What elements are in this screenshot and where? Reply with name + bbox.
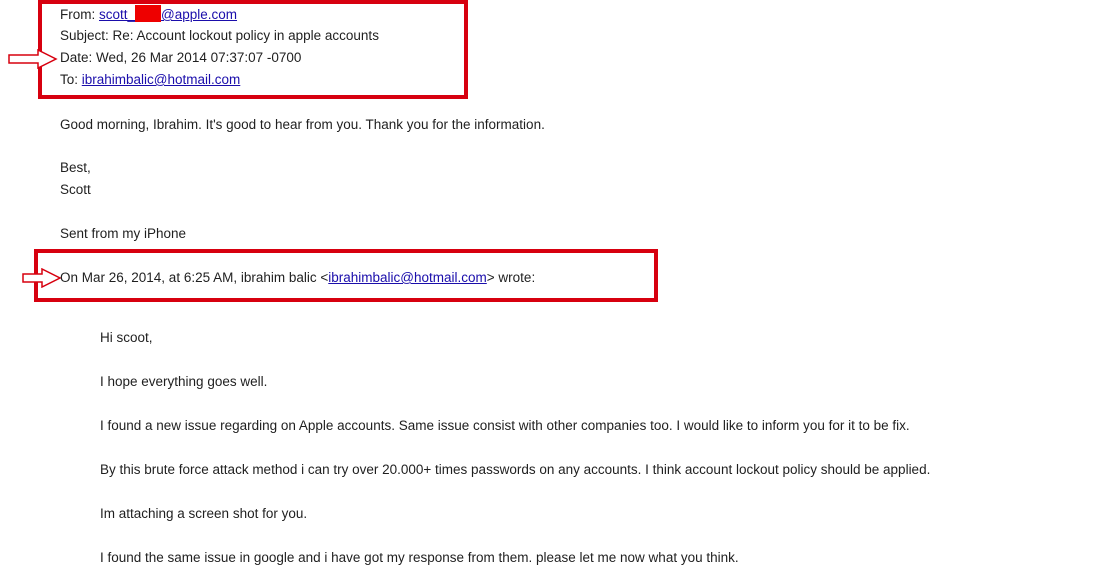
arrow-right-icon: [8, 49, 58, 69]
quoted-paragraph: I found a new issue regarding on Apple accounts. Same issue consist with other companies too. I would like to inform you for it to be fix.: [100, 418, 910, 433]
from-email-suffix: @apple.com: [161, 7, 238, 22]
reply-greeting: Good morning, Ibrahim. It's good to hear from you. Thank you for the information.: [60, 117, 545, 132]
quoted-greeting: Hi scoot,: [100, 330, 153, 345]
to-label: To:: [60, 72, 82, 87]
reply-name: Scott: [60, 182, 91, 197]
quote-header-suffix: > wrote:: [486, 270, 536, 285]
quote-header-email-link[interactable]: ibrahimbalic@hotmail.com: [328, 270, 487, 285]
to-email-link[interactable]: ibrahimbalic@hotmail.com: [81, 72, 241, 87]
quote-header-line: [60, 269, 535, 287]
arrow-right-icon: [22, 268, 62, 288]
quoted-paragraph: I hope everything goes well.: [100, 374, 268, 389]
redaction-block: [135, 5, 161, 22]
from-email-link[interactable]: [99, 7, 237, 22]
sent-from: Sent from my iPhone: [60, 226, 187, 241]
date-line: Date: Wed, 26 Mar 2014 07:37:07 -0700: [60, 50, 302, 65]
subject-line: Subject: Re: Account lockout policy in apple accounts: [60, 28, 379, 43]
quoted-paragraph: By this brute force attack method i can try over 20.000+ times passwords on any accounts. I think account lockout policy should be applied.: [100, 462, 931, 477]
to-line: [60, 71, 240, 89]
from-label: From:: [60, 7, 99, 22]
from-email-prefix: scott_: [99, 7, 136, 22]
from-line: [60, 5, 237, 24]
reply-signoff: Best,: [60, 160, 91, 175]
quote-header-prefix: On Mar 26, 2014, at 6:25 AM, ibrahim balic <: [60, 270, 329, 285]
quoted-paragraph: I found the same issue in google and i have got my response from them. please let me now what you think.: [100, 550, 739, 565]
quoted-paragraph: Im attaching a screen shot for you.: [100, 506, 308, 521]
